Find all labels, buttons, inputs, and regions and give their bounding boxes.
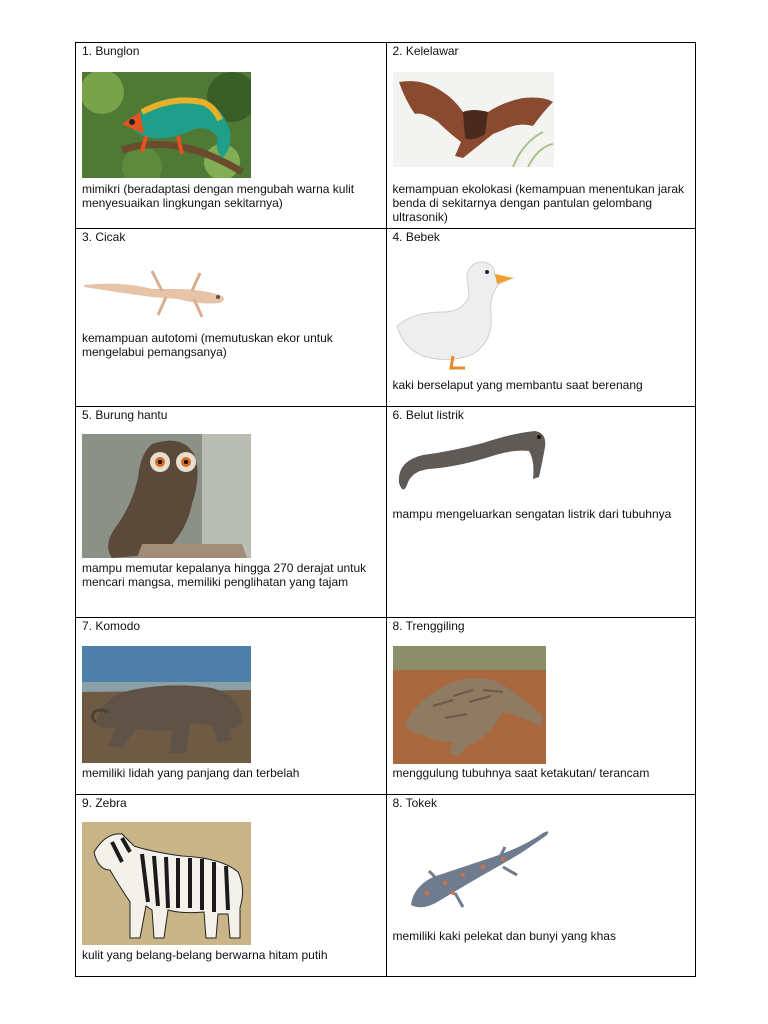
card-komodo (76, 618, 386, 794)
card-title: 3. Cicak (82, 230, 126, 244)
card-title: 7. Komodo (82, 619, 141, 633)
card-title: 1. Bunglon (82, 44, 140, 58)
card-description: memiliki kaki pelekat dan bunyi yang khas (392, 929, 616, 943)
table-row (76, 228, 695, 406)
card-trenggiling (386, 618, 696, 794)
card-belut-listrik (386, 407, 696, 617)
card-title: 4. Bebek (392, 230, 440, 244)
card-description: memiliki lidah yang panjang dan terbelah (82, 766, 300, 780)
card-zebra (76, 795, 386, 976)
bat-image (393, 72, 554, 167)
chameleon-image (82, 72, 251, 178)
table-row (76, 794, 695, 976)
card-description: mampu memutar kepalanya hingga 270 derajat untuk mencari mangsa, memiliki penglihatan yang tajam (82, 561, 367, 589)
card-title: 2. Kelelawar (392, 44, 459, 58)
animal-adaptation-table (75, 42, 696, 977)
card-cicak (76, 229, 386, 406)
card-title: 9. Zebra (82, 796, 127, 810)
card-bebek (386, 229, 696, 406)
card-title: 6. Belut listrik (392, 408, 464, 422)
card-tokek (386, 795, 696, 976)
card-description: mampu mengeluarkan sengatan listrik dari tubuhnya (392, 507, 672, 521)
table-row (76, 406, 695, 617)
pangolin-image (393, 646, 546, 764)
gecko-image (82, 259, 234, 321)
card-kelelawar (386, 43, 696, 228)
card-description: kulit yang belang-belang berwarna hitam putih (82, 948, 328, 962)
card-description: menggulung tubuhnya saat ketakutan/ terancam (392, 766, 650, 780)
komodo-image (82, 646, 251, 763)
owl-image (82, 434, 251, 558)
card-title: 8. Trenggiling (392, 619, 465, 633)
duck-image (393, 256, 515, 371)
electric-eel-image (393, 425, 550, 500)
card-description: kaki berselaput yang membantu saat berenang (392, 378, 643, 392)
card-description: kemampuan ekolokasi (kemampuan menentukan jarak benda di sekitarnya dengan pantulan gelombang ultrasonik) (392, 182, 684, 224)
card-description: kemampuan autotomi (memutuskan ekor untuk mengelabui pemangsanya) (82, 331, 333, 359)
card-burung-hantu (76, 407, 386, 617)
zebra-image (82, 822, 251, 945)
tokay-gecko-image (393, 823, 562, 913)
table-row (76, 617, 695, 794)
card-bunglon (76, 43, 386, 228)
card-title: 8. Tokek (392, 796, 437, 810)
card-description: mimikri (beradaptasi dengan mengubah warna kulit menyesuaikan lingkungan sekitarnya) (82, 182, 355, 210)
card-title: 5. Burung hantu (82, 408, 168, 422)
table-row (76, 43, 695, 228)
